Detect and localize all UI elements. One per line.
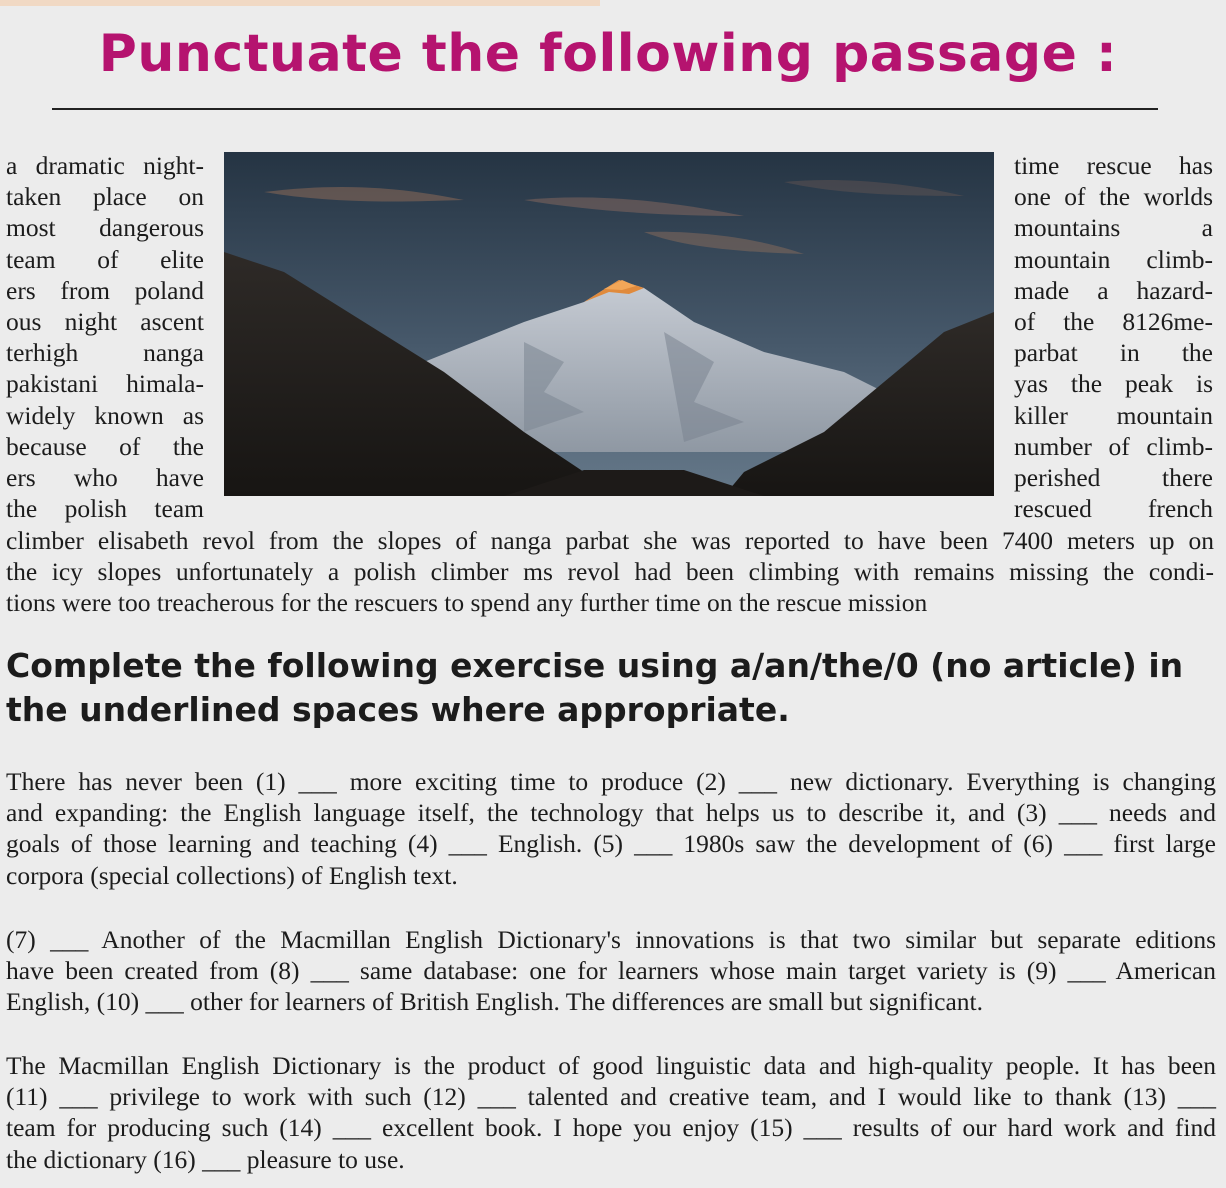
passage-line: most dangerous <box>6 213 204 243</box>
passage-line: killer mountain <box>1014 400 1213 430</box>
passage-line: because of the <box>6 431 204 461</box>
title-divider <box>52 108 1158 110</box>
exercise-line: the dictionary (16) ___ pleasure to use. <box>6 1144 405 1174</box>
passage-line: taken place on <box>6 182 204 212</box>
passage-line: pakistani himala- <box>6 369 204 399</box>
passage-line: ers who have <box>6 462 204 492</box>
passage-line: parbat in the <box>1014 338 1213 368</box>
passage-line: of the 8126me- <box>1014 306 1213 336</box>
exercise-line: (11) ___ privilege to work with such (12) ___ talented and creative team, and I would like to thank (13) ___ <box>6 1082 1216 1112</box>
exercise-paragraph-1 <box>6 766 1216 891</box>
passage-line: ous night ascent <box>6 306 204 336</box>
passage-line: mountain climb- <box>1014 244 1213 274</box>
exercise-paragraph-3 <box>6 1050 1216 1175</box>
passage-line: made a hazard- <box>1014 275 1213 305</box>
top-accent-bar <box>0 0 600 6</box>
passage-line: tions were too treacherous for the rescuers to spend any further time on the rescue mission <box>6 588 928 618</box>
exercise-line: and expanding: the English language itself, the technology that helps us to describe it, and (3) ___ needs and <box>6 798 1216 828</box>
passage-line: the polish team <box>6 494 204 524</box>
passage-line: time rescue has <box>1014 151 1213 180</box>
exercise-line: There has never been (1) ___ more exciting time to produce (2) ___ new dictionary. Everything is changing <box>6 767 1216 796</box>
passage-line: yas the peak is <box>1014 369 1213 399</box>
passage-line: number of climb- <box>1014 431 1213 461</box>
exercise-line: have been created from (8) ___ same database: one for learners whose main target variety is (9) ___ American <box>6 956 1216 986</box>
passage-right-column <box>1014 150 1213 524</box>
exercise-heading <box>6 644 1216 732</box>
passage-line: perished there <box>1014 462 1213 492</box>
mountain-photo <box>224 152 994 496</box>
passage-line: rescued french <box>1014 494 1213 524</box>
exercise-line: team for producing such (14) ___ excellent book. I hope you enjoy (15) ___ results of our hard work and find <box>6 1113 1216 1143</box>
exercise-line: corpora (special collections) of English text. <box>6 860 458 890</box>
exercise-heading-line: the underlined spaces where appropriate. <box>6 690 790 729</box>
exercise-line: English, (10) ___ other for learners of British English. The differences are small but significant. <box>6 987 984 1017</box>
passage-line: one of the worlds <box>1014 182 1213 212</box>
passage-line: ers from poland <box>6 275 204 305</box>
passage-continuation <box>6 525 1214 619</box>
passage-line: terhigh nanga <box>6 338 204 368</box>
exercise-line: (7) ___ Another of the Macmillan English Dictionary's innovations is that two similar but separate editions <box>6 925 1216 954</box>
passage-line: the icy slopes unfortunately a polish climber ms revol had been climbing with remains missing the condi- <box>6 557 1214 587</box>
exercise-line: The Macmillan English Dictionary is the product of good linguistic data and high-quality people. It has been <box>6 1051 1216 1080</box>
passage-line: mountains a <box>1014 213 1213 243</box>
passage-left-column <box>6 150 204 524</box>
passage-line: climber elisabeth revol from the slopes of nanga parbat she was reported to have been 7400 meters up on <box>6 526 1214 555</box>
exercise-line: goals of those learning and teaching (4) ___ English. (5) ___ 1980s saw the development of (6) ___ first large <box>6 829 1216 859</box>
passage-line: team of elite <box>6 244 204 274</box>
page-title: Punctuate the following passage : <box>98 24 1118 84</box>
exercise-paragraph-2 <box>6 924 1216 1018</box>
exercise-heading-line: Complete the following exercise using a/an/the/0 (no article) in <box>6 646 1184 685</box>
passage-line: a dramatic night- <box>6 151 204 180</box>
passage-line: widely known as <box>6 400 204 430</box>
